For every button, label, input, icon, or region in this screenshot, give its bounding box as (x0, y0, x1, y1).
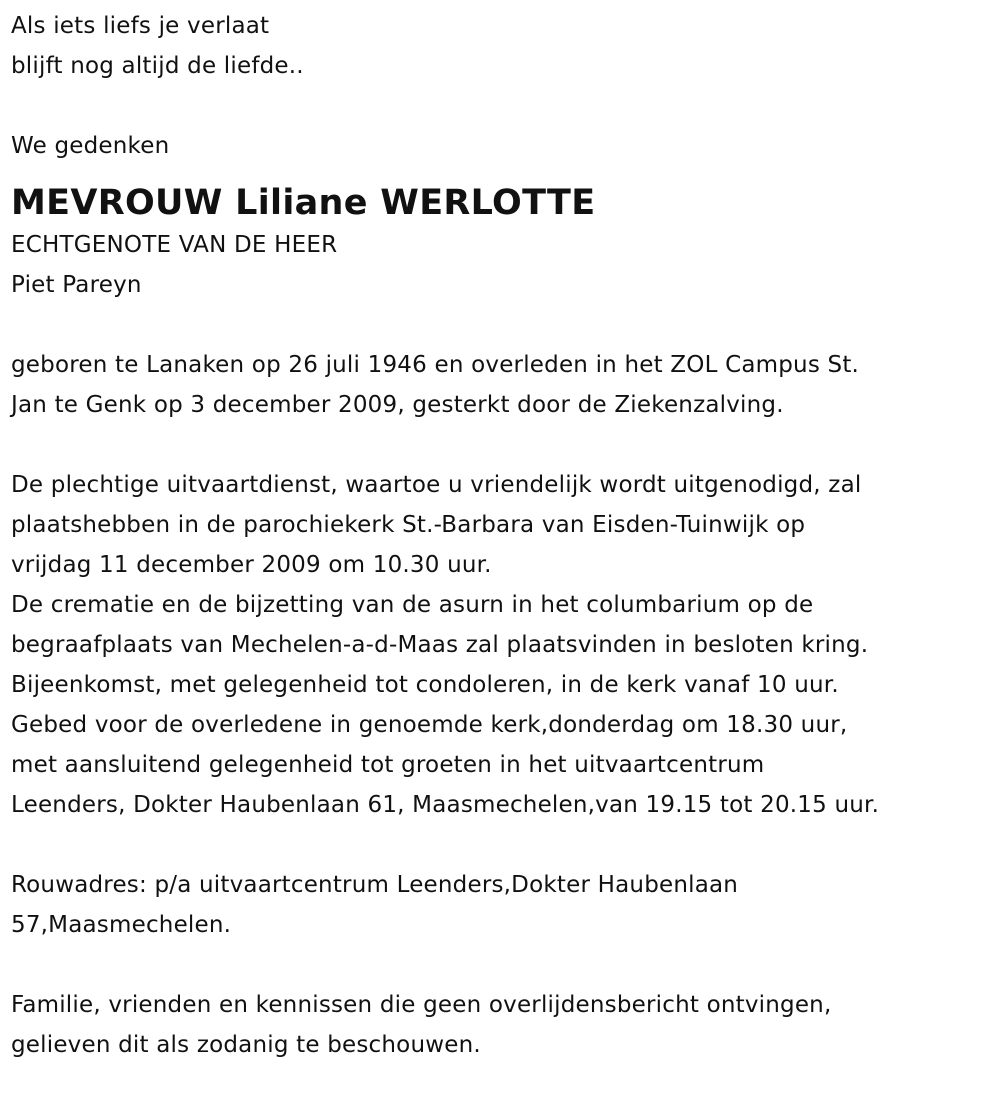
spacer (11, 945, 1000, 985)
paragraph-line: Jan te Genk op 3 december 2009, gesterkt door de Ziekenzalving. (11, 392, 784, 418)
closing-paragraph (11, 985, 1000, 1065)
paragraph-line: met aansluitend gelegenheid tot groeten in het uitvaartcentrum (11, 752, 765, 778)
poem (11, 6, 1000, 86)
spouse-name: Piet Pareyn (11, 272, 142, 298)
paragraph-line: Leenders, Dokter Haubenlaan 61, Maasmechelen,van 19.15 tot 20.15 uur. (11, 792, 880, 818)
paragraph-line: gelieven dit als zodanig te beschouwen. (11, 1032, 481, 1058)
ceremony-paragraph (11, 465, 1000, 825)
relation-text: ECHTGENOTE VAN DE HEER (11, 232, 338, 258)
paragraph-line: Familie, vrienden en kennissen die geen overlijdensbericht ontvingen, (11, 992, 832, 1018)
birth-death-paragraph (11, 345, 1000, 425)
poem-line: Als iets liefs je verlaat (11, 13, 270, 39)
paragraph-line: Rouwadres: p/a uitvaartcentrum Leenders,Dokter Haubenlaan (11, 872, 739, 898)
paragraph-line: De plechtige uitvaartdienst, waartoe u vriendelijk wordt uitgenodigd, zal (11, 472, 862, 498)
spacer (11, 825, 1000, 865)
paragraph-line: Bijeenkomst, met gelegenheid tot condoleren, in de kerk vanaf 10 uur. (11, 672, 839, 698)
paragraph-line: vrijdag 11 december 2009 om 10.30 uur. (11, 552, 492, 578)
paragraph-line: begraafplaats van Mechelen-a-d-Maas zal plaatsvinden in besloten kring. (11, 632, 869, 658)
paragraph-line: Gebed voor de overledene in genoemde kerk,donderdag om 18.30 uur, (11, 712, 848, 738)
deceased-name: MEVROUW Liliane WERLOTTE (11, 183, 596, 223)
paragraph-line: 57,Maasmechelen. (11, 912, 232, 938)
paragraph-line: De crematie en de bijzetting van de asurn in het columbarium op de (11, 592, 814, 618)
spacer (11, 86, 1000, 126)
spacer (11, 305, 1000, 345)
intro-text: We gedenken (11, 133, 170, 159)
paragraph-line: plaatshebben in de parochiekerk St.-Barbara van Eisden-Tuinwijk op (11, 512, 806, 538)
spacer (11, 425, 1000, 465)
address-paragraph (11, 865, 1000, 945)
paragraph-line: geboren te Lanaken op 26 juli 1946 en overleden in het ZOL Campus St. (11, 352, 860, 378)
poem-line: blijft nog altijd de liefde.. (11, 53, 304, 79)
